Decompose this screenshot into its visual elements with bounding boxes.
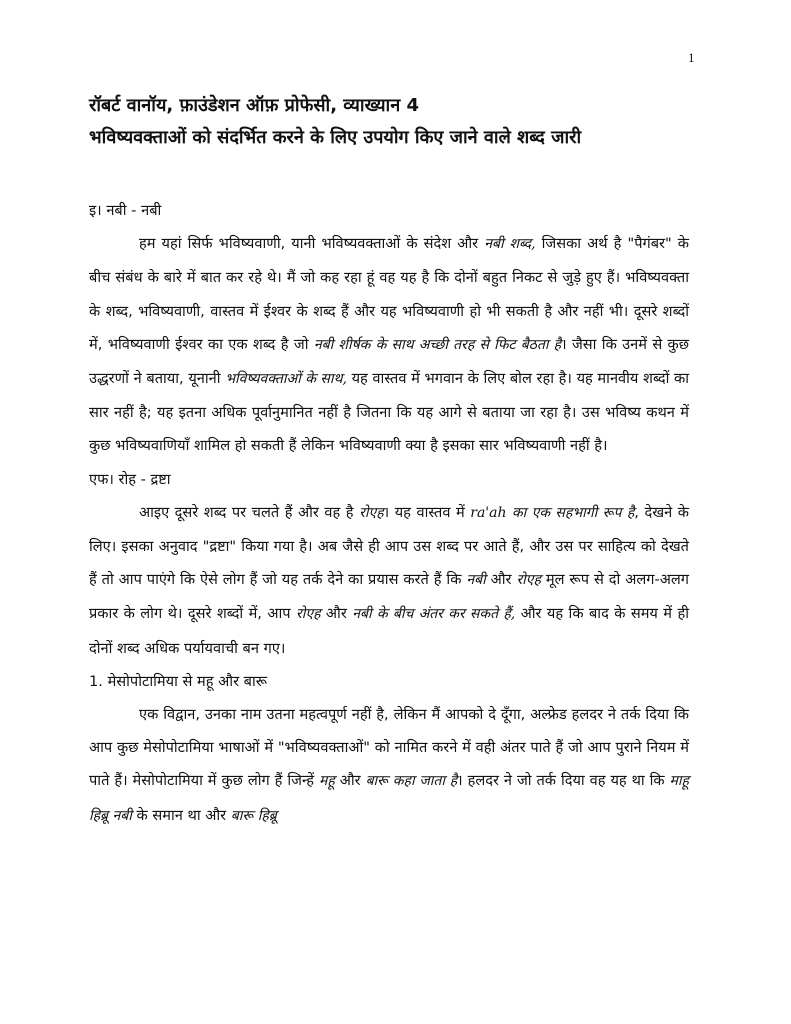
- text-run: जिसका अर्थ है "पैगंबर" के बीच संबंध के बारे में बात कर रहे थे। मैं जो कह रहा हूं वह यह है कि दोनों बहुत निकट से जुड़े हुए हैं। भविष्यवक्ता के शब्द, भविष्यवाणी, वास्तव में ईश्वर के शब्द हैं और यह भविष्यवाणी हो भी सकती है और नहीं भी। दूसरे शब्दों में, भविष्यवाणी ईश्वर का एक शब्द है जो: [89, 235, 690, 353]
- document-body: [89, 194, 689, 833]
- text-run: । जैसा कि उनमें से कुछ उद्धरणों ने बताया, यूनानी: [89, 335, 689, 388]
- text-run: और: [485, 571, 517, 589]
- text-run: । यह वास्तव में: [383, 503, 471, 521]
- section-e-paragraph: [89, 227, 689, 462]
- section-f-heading: एफ। रोह - द्रष्टा: [89, 470, 171, 488]
- italic-run: भविष्यवक्ताओं के साथ,: [225, 371, 347, 388]
- italic-run: नबी शब्द,: [484, 236, 536, 253]
- italic-run: नबी शीर्षक के साथ अच्छी तरह से फिट बैठता है: [313, 336, 562, 353]
- text-run: और: [334, 772, 366, 790]
- italic-run: नबी के बीच अंतर कर सकते हैं,: [352, 606, 516, 623]
- italic-run: रोएह: [359, 504, 384, 521]
- subsection-1-paragraph: [89, 698, 689, 833]
- subsection-1-heading: 1. मेसोपोटामिया से महू और बारू: [89, 672, 268, 690]
- italic-run: ra'ah का एक सहभागी रूप है: [470, 504, 635, 521]
- italic-run: माहू हिब्रू नबी: [89, 773, 689, 824]
- text-run: , देखने के लिए। इसका अनुवाद "द्रष्टा" किया गया है। अब जैसे ही आप उस शब्द पर आते हैं, और उस पर साहित्य को देखते हैं तो आप पाएंगे कि ऐसे लोग हैं जो यह तर्क देने का प्रयास करते हैं कि: [89, 503, 689, 589]
- title-line-1: रॉबर्ट वानॉय, फ़ाउंडेशन ऑफ़ प्रोफेसी, व्याख्यान 4: [89, 95, 419, 116]
- text-run: हम यहां सिर्फ भविष्यवाणी, यानी भविष्यवक्ताओं के संदेश और: [139, 235, 485, 253]
- text-run: और यह कि बाद के समय में ही दोनों शब्द अधिक पर्यायवाची बन गए।: [89, 605, 689, 657]
- page-number: 1: [688, 50, 695, 65]
- italic-run: रोएह: [295, 606, 321, 623]
- italic-run: बारू हिब्रू: [230, 807, 277, 824]
- italic-run: बारू कहा जाता है: [365, 773, 458, 790]
- document-title: [89, 90, 729, 154]
- text-run: । हलदर ने जो तर्क दिया वह यह था कि: [457, 772, 670, 790]
- section-f-paragraph: [89, 496, 689, 665]
- title-line-2: भविष्यवक्ताओं को संदर्भित करने के लिए उपयोग किए जाने वाले शब्द जारी: [89, 127, 582, 148]
- italic-run: रोएह: [516, 572, 541, 589]
- text-run: यह वास्तव में भगवान के लिए बोल रहा है। यह मानवीय शब्दों का सार नहीं है; यह इतना अधिक पूर्वानुमानित नहीं है जितना कि यह आगे से बताया जा रहा है। उस भविष्य कथन में कुछ भविष्यवाणियाँ शामिल हो सकती हैं लेकिन भविष्यवाणी क्या है इसका सार भविष्यवाणी नहीं है।: [89, 370, 689, 455]
- italic-run: नबी: [466, 572, 486, 589]
- text-run: एक विद्वान, उनका नाम उतना महत्वपूर्ण नहीं है, लेकिन मैं आपको दे दूँगा, अल्फ्रेड हलदर ने तर्क दिया कि आप कुछ मेसोपोटामिया भाषाओं में "भविष्यवक्ताओं" को नामित करने में वही अंतर पाते हैं जो आप पुराने नियम में पाते हैं। मेसोपोटामिया में कुछ लोग हैं जिन्हें: [89, 706, 689, 790]
- text-run: मूल रूप से दो अलग-अलग प्रकार के लोग थे। दूसरे शब्दों में, आप: [89, 571, 689, 623]
- text-run: आइए दूसरे शब्द पर चलते हैं और वह है: [139, 503, 360, 521]
- section-e-heading: इ। नबी - नबी: [89, 202, 162, 219]
- text-run: और: [320, 605, 353, 623]
- text-run: के समान था और: [131, 806, 231, 824]
- italic-run: महू: [318, 773, 335, 790]
